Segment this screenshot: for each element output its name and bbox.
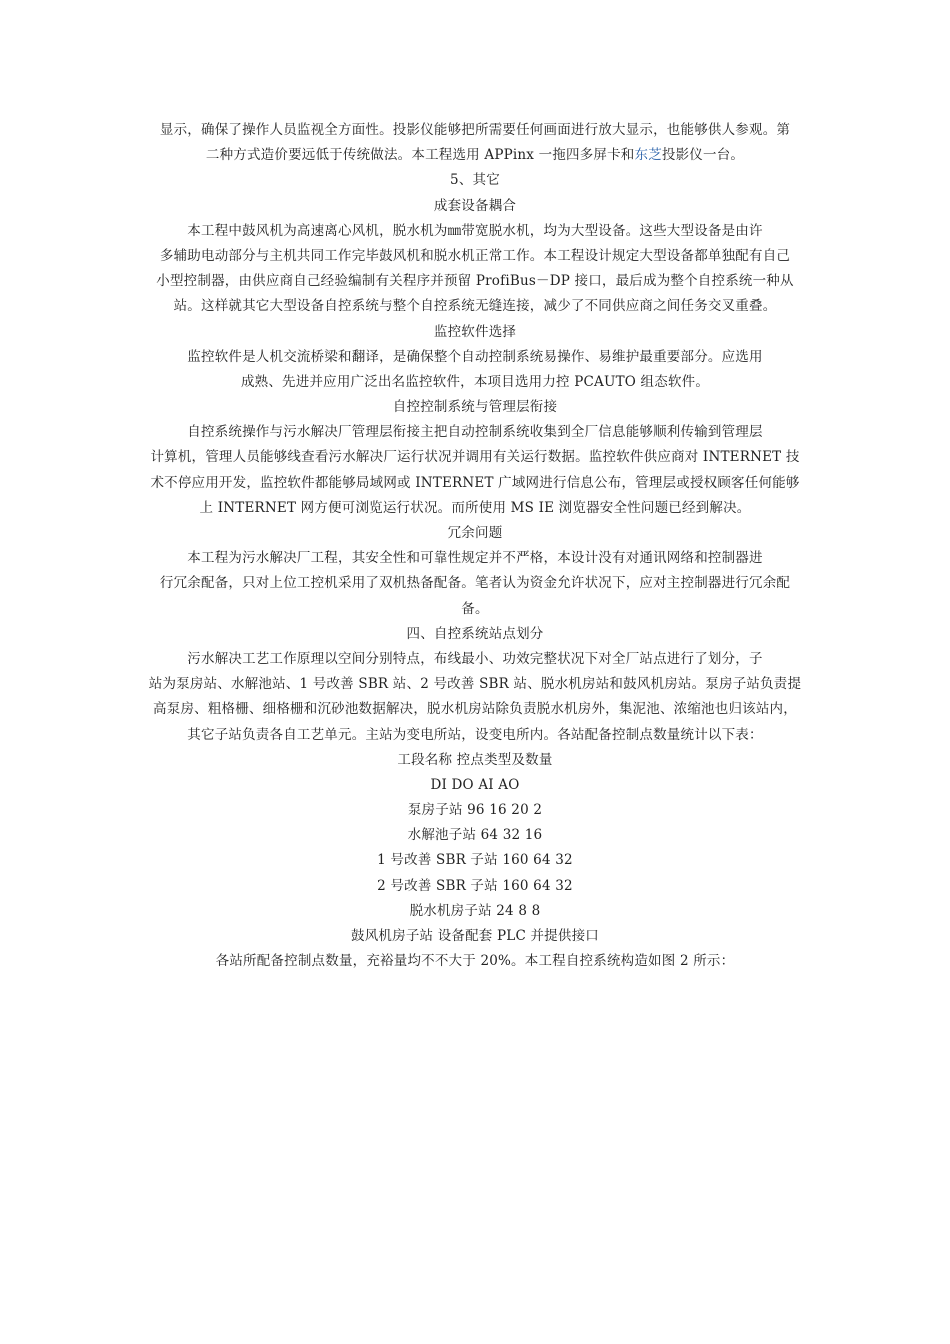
text-line-11: 成熟、先进并应用广泛出名监控软件，本项目选用力控 PCAUTO 组态软件。 [240, 373, 710, 390]
text-line-10: 监控软件是人机交流桥梁和翻译，是确保整个自动控制系统易操作、易维护最重要部分。应选用 [187, 348, 763, 365]
subheading-equipment-coupling: 成套设备耦合 [433, 197, 517, 214]
text-line-20: 备。 [461, 600, 489, 617]
text-line-6: 多辅助电动部分与主机共同工作完毕鼓风机和脱水机正常工作。本工程设计规定大型设备都单独配有自己 [159, 247, 791, 264]
section-heading-station-division: 四、自控系统站点划分 [406, 625, 544, 642]
text-line-18: 本工程为污水解决厂工程，其安全性和可靠性规定并不严格，本设计没有对通讯网络和控制器进 [187, 550, 763, 567]
table-row: 泵房子站 96 16 20 2 [407, 802, 543, 819]
table-row: 1 号改善 SBR 子站 160 64 32 [377, 852, 573, 869]
text-line-25: 其它子站负责各自工艺单元。主站为变电所站，设变电所内。各站配备控制点数量统计以下表： [187, 726, 763, 743]
text-line-23: 站为泵房站、水解池站、1 号改善 SBR 站、2 号改善 SBR 站、脱水机房站和鼓风机房站。泵房子站负责提 [148, 676, 802, 693]
text-line-19: 行冗余配备，只对上位工控机采用了双机热备配备。笔者认为资金允许状况下，应对主控制器进行冗余配 [159, 575, 791, 592]
text-line-7: 小型控制器，由供应商自己经验编制有关程序并预留 ProfiBus－DP 接口，最后成为整个自控系统一种从 [156, 273, 794, 290]
text-segment: 投影仪一台。 [661, 147, 745, 164]
text-line-24: 高泵房、粗格栅、细格栅和沉砂池数据解决，脱水机房站除负责脱水机房外，集泥池、浓缩池也归该站内， [153, 701, 797, 718]
table-subheader-row: DI DO AI AO [430, 776, 520, 793]
text-line-22: 污水解决工艺工作原理以空间分别特点，布线最小、功效完整状况下对全厂站点进行了划分，子 [187, 650, 763, 667]
text-line-5: 本工程中鼓风机为高速离心风机，脱水机为㎜带宽脱水机，均为大型设备。这些大型设备是由许 [187, 222, 763, 239]
toshiba-link[interactable]: 东芝 [634, 147, 662, 164]
text-line-16: 上 INTERNET 网方便可浏览运行状况。而所使用 MS IE 浏览器安全性问题已经到解决。 [199, 499, 751, 516]
text-line-14: 计算机，管理人员能够线查看污水解决厂运行状况并调用有关运行数据。监控软件供应商对 INTERNET 技 [150, 449, 800, 466]
subheading-monitoring-software: 监控软件选择 [433, 323, 517, 340]
table-row: 脱水机房子站 24 8 8 [409, 902, 541, 919]
table-row: 2 号改善 SBR 子站 160 64 32 [377, 877, 573, 894]
document-page [0, 118, 950, 974]
table-row: 水解池子站 64 32 16 [407, 827, 543, 844]
text-line-15: 术不停应用开发，监控软件都能够局域网或 INTERNET 广域网进行信息公布，管理层或授权顾客任何能够 [150, 474, 800, 491]
text-line-2 [0, 143, 950, 168]
subheading-redundancy: 冗余问题 [447, 525, 503, 541]
text-segment: 二种方式造价要远低于传统做法。本工程选用 APPinx 一拖四多屏卡和 [205, 147, 635, 164]
table-row: 鼓风机房子站 设备配套 PLC 并提供接口 [351, 928, 599, 944]
text-line-8: 站。这样就其它大型设备自控系统与整个自控系统无缝连接，减少了不同供应商之间任务交叉重叠。 [173, 298, 777, 315]
text-line-13: 自控系统操作与污水解决厂管理层衔接主把自动控制系统收集到全厂信息能够顺利传输到管理层 [187, 424, 763, 441]
subheading-management-link: 自控控制系统与管理层衔接 [392, 399, 558, 416]
section-heading-other: 5、其它 [450, 172, 500, 189]
text-line-34: 各站所配备控制点数量，充裕量均不不大于 20%。本工程自控系统构造如图 2 所示： [215, 953, 735, 970]
text-line-1: 显示，确保了操作人员监视全方面性。投影仪能够把所需要任何画面进行放大显示，也能够供人参观。第 [159, 122, 791, 138]
table-header-row: 工段名称 控点类型及数量 [397, 751, 553, 768]
